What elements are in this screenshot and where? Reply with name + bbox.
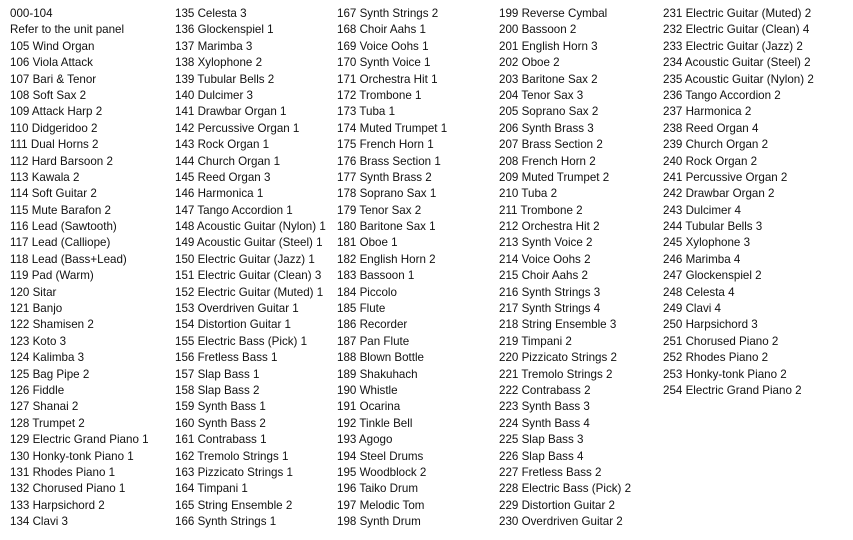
voice-entry: 254 Electric Grand Piano 2	[663, 383, 802, 397]
voice-entry: 205 Soprano Sax 2	[499, 105, 599, 119]
voice-entry: 129 Electric Grand Piano 1	[10, 433, 149, 447]
voice-entry: 228 Electric Bass (Pick) 2	[499, 482, 632, 496]
voice-entry: 206 Synth Brass 3	[499, 121, 594, 135]
voice-entry: 224 Synth Bass 4	[499, 416, 590, 430]
voice-entry: 168 Choir Aahs 1	[337, 23, 426, 37]
voice-entry: 166 Synth Strings 1	[175, 515, 277, 529]
voice-entry: 184 Piccolo	[337, 285, 397, 299]
voice-column-4	[499, 6, 631, 531]
voice-entry: 153 Overdriven Guitar 1	[175, 302, 299, 316]
voice-entry: 110 Didgeridoo 2	[10, 121, 98, 135]
voice-entry: 219 Timpani 2	[499, 334, 572, 348]
voice-entry: Refer to the unit panel	[10, 23, 125, 37]
voice-entry: 159 Synth Bass 1	[175, 400, 266, 414]
voice-entry: 175 French Horn 1	[337, 138, 434, 152]
voice-entry: 172 Trombone 1	[337, 88, 422, 102]
voice-entry: 242 Drawbar Organ 2	[663, 187, 775, 201]
voice-entry: 192 Tinkle Bell	[337, 416, 413, 430]
voice-entry: 197 Melodic Tom	[337, 498, 425, 512]
voice-entry: 249 Clavi 4	[663, 302, 722, 316]
voice-entry: 216 Synth Strings 3	[499, 285, 601, 299]
voice-entry: 127 Shanai 2	[10, 400, 79, 414]
voice-entry: 140 Dulcimer 3	[175, 88, 253, 102]
voice-entry: 105 Wind Organ	[10, 39, 95, 53]
voice-entry: 199 Reverse Cymbal	[499, 7, 608, 20]
voice-entry: 181 Oboe 1	[337, 236, 398, 250]
voice-entry: 145 Reed Organ 3	[175, 170, 271, 184]
voice-entry: 156 Fretless Bass 1	[175, 351, 278, 365]
voice-entry: 218 String Ensemble 3	[499, 318, 617, 332]
voice-entry: 223 Synth Bass 3	[499, 400, 590, 414]
voice-entry: 108 Soft Sax 2	[10, 88, 87, 102]
voice-entry: 194 Steel Drums	[337, 449, 424, 463]
voice-entry: 146 Harmonica 1	[175, 187, 264, 201]
voice-entry: 240 Rock Organ 2	[663, 154, 758, 168]
voice-entry: 131 Rhodes Piano 1	[10, 465, 116, 479]
voice-entry: 128 Trumpet 2	[10, 416, 85, 430]
voice-entry: 123 Koto 3	[10, 334, 67, 348]
voice-entry: 221 Tremolo Strings 2	[499, 367, 613, 381]
voice-entry: 107 Bari & Tenor	[10, 72, 97, 86]
voice-entry: 213 Synth Voice 2	[499, 236, 593, 250]
voice-entry: 217 Synth Strings 4	[499, 302, 601, 316]
voice-entry: 113 Kawala 2	[10, 170, 80, 184]
voice-entry: 220 Pizzicato Strings 2	[499, 351, 617, 365]
voice-entry: 157 Slap Bass 1	[175, 367, 260, 381]
voice-entry: 201 English Horn 3	[499, 39, 598, 53]
voice-entry: 247 Glockenspiel 2	[663, 269, 762, 283]
voice-entry: 126 Fiddle	[10, 383, 65, 397]
voice-entry: 137 Marimba 3	[175, 39, 253, 53]
voice-entry: 121 Banjo	[10, 302, 63, 316]
voice-entry: 238 Reed Organ 4	[663, 121, 759, 135]
voice-entry: 252 Rhodes Piano 2	[663, 351, 769, 365]
voice-entry: 226 Slap Bass 4	[499, 449, 584, 463]
voice-entry: 163 Pizzicato Strings 1	[175, 465, 293, 479]
voice-entry: 248 Celesta 4	[663, 285, 735, 299]
voice-entry: 212 Orchestra Hit 2	[499, 220, 600, 234]
voice-entry: 142 Percussive Organ 1	[175, 121, 300, 135]
voice-entry: 120 Sitar	[10, 285, 57, 299]
voice-entry: 165 String Ensemble 2	[175, 498, 293, 512]
voice-entry: 139 Tubular Bells 2	[175, 72, 275, 86]
voice-entry: 202 Oboe 2	[499, 56, 560, 70]
voice-entry: 229 Distortion Guitar 2	[499, 498, 615, 512]
voice-entry: 147 Tango Accordion 1	[175, 203, 293, 217]
voice-entry: 152 Electric Guitar (Muted) 1	[175, 285, 324, 299]
voice-entry: 189 Shakuhach	[337, 367, 418, 381]
voice-entry: 117 Lead (Calliope)	[10, 236, 111, 250]
voice-entry: 133 Harpsichord 2	[10, 498, 105, 512]
voice-column-2	[175, 6, 326, 531]
voice-entry: 243 Dulcimer 4	[663, 203, 741, 217]
voice-entry: 251 Chorused Piano 2	[663, 334, 779, 348]
voice-entry: 138 Xylophone 2	[175, 56, 263, 70]
voice-entry: 144 Church Organ 1	[175, 154, 281, 168]
voice-entry: 230 Overdriven Guitar 2	[499, 515, 623, 529]
voice-entry: 169 Voice Oohs 1	[337, 39, 429, 53]
voice-entry: 231 Electric Guitar (Muted) 2	[663, 7, 812, 20]
voice-entry: 211 Trombone 2	[499, 203, 583, 217]
voice-entry: 135 Celesta 3	[175, 7, 247, 20]
voice-entry: 235 Acoustic Guitar (Nylon) 2	[663, 72, 814, 86]
voice-entry: 178 Soprano Sax 1	[337, 187, 437, 201]
voice-entry: 173 Tuba 1	[337, 105, 396, 119]
voice-entry: 132 Chorused Piano 1	[10, 482, 126, 496]
voice-entry: 186 Recorder	[337, 318, 408, 332]
voice-column-3	[337, 6, 447, 531]
voice-entry: 185 Flute	[337, 302, 386, 316]
voice-entry: 115 Mute Barafon 2	[10, 203, 111, 217]
voice-entry: 200 Bassoon 2	[499, 23, 577, 37]
voice-entry: 116 Lead (Sawtooth)	[10, 220, 117, 234]
voice-entry: 151 Electric Guitar (Clean) 3	[175, 269, 322, 283]
voice-entry: 239 Church Organ 2	[663, 138, 769, 152]
voice-entry: 170 Synth Voice 1	[337, 56, 431, 70]
voice-entry: 176 Brass Section 1	[337, 154, 441, 168]
voice-entry: 236 Tango Accordion 2	[663, 88, 781, 102]
voice-entry: 191 Ocarina	[337, 400, 401, 414]
voice-entry: 143 Rock Organ 1	[175, 138, 270, 152]
voice-entry: 233 Electric Guitar (Jazz) 2	[663, 39, 803, 53]
voice-entry: 000-104	[10, 7, 53, 20]
voice-entry: 124 Kalimba 3	[10, 351, 85, 365]
voice-entry: 204 Tenor Sax 3	[499, 88, 584, 102]
voice-entry: 225 Slap Bass 3	[499, 433, 584, 447]
voice-entry: 187 Pan Flute	[337, 334, 410, 348]
voice-entry: 171 Orchestra Hit 1	[337, 72, 438, 86]
voice-entry: 193 Agogo	[337, 433, 393, 447]
voice-entry: 246 Marimba 4	[663, 252, 741, 266]
voice-entry: 234 Acoustic Guitar (Steel) 2	[663, 56, 811, 70]
voice-entry: 182 English Horn 2	[337, 252, 436, 266]
voice-entry: 177 Synth Brass 2	[337, 170, 432, 184]
voice-entry: 136 Glockenspiel 1	[175, 23, 274, 37]
voice-entry: 180 Baritone Sax 1	[337, 220, 436, 234]
voice-entry: 208 French Horn 2	[499, 154, 596, 168]
voice-entry: 222 Contrabass 2	[499, 383, 591, 397]
voice-entry: 195 Woodblock 2	[337, 465, 427, 479]
voice-entry: 215 Choir Aahs 2	[499, 269, 588, 283]
voice-entry: 253 Honky-tonk Piano 2	[663, 367, 787, 381]
voice-entry: 162 Tremolo Strings 1	[175, 449, 289, 463]
voice-entry: 167 Synth Strings 2	[337, 7, 439, 20]
voice-entry: 183 Bassoon 1	[337, 269, 415, 283]
voice-entry: 250 Harpsichord 3	[663, 318, 758, 332]
voice-entry: 237 Harmonica 2	[663, 105, 752, 119]
voice-entry: 210 Tuba 2	[499, 187, 558, 201]
voice-entry: 227 Fretless Bass 2	[499, 465, 602, 479]
voice-entry: 232 Electric Guitar (Clean) 4	[663, 23, 810, 37]
voice-entry: 150 Electric Guitar (Jazz) 1	[175, 252, 315, 266]
voice-entry: 158 Slap Bass 2	[175, 383, 260, 397]
voice-entry: 122 Shamisen 2	[10, 318, 94, 332]
voice-entry: 155 Electric Bass (Pick) 1	[175, 334, 308, 348]
voice-entry: 198 Synth Drum	[337, 515, 421, 529]
voice-entry: 160 Synth Bass 2	[175, 416, 266, 430]
voice-entry: 179 Tenor Sax 2	[337, 203, 422, 217]
voice-entry: 114 Soft Guitar 2	[10, 187, 97, 201]
voice-entry: 214 Voice Oohs 2	[499, 252, 591, 266]
voice-entry: 119 Pad (Warm)	[10, 269, 94, 283]
voice-entry: 207 Brass Section 2	[499, 138, 603, 152]
voice-entry: 111 Dual Horns 2	[10, 138, 99, 152]
voice-entry: 149 Acoustic Guitar (Steel) 1	[175, 236, 323, 250]
voice-entry: 130 Honky-tonk Piano 1	[10, 449, 134, 463]
voice-entry: 209 Muted Trumpet 2	[499, 170, 610, 184]
voice-entry: 106 Viola Attack	[10, 56, 93, 70]
voice-entry: 245 Xylophone 3	[663, 236, 751, 250]
voice-entry: 241 Percussive Organ 2	[663, 170, 788, 184]
voice-entry: 141 Drawbar Organ 1	[175, 105, 287, 119]
voice-entry: 190 Whistle	[337, 383, 398, 397]
voice-entry: 188 Blown Bottle	[337, 351, 425, 365]
voice-entry: 161 Contrabass 1	[175, 433, 267, 447]
voice-entry: 118 Lead (Bass+Lead)	[10, 252, 127, 266]
voice-column-1	[10, 6, 149, 531]
voice-entry: 203 Baritone Sax 2	[499, 72, 598, 86]
voice-column-5	[663, 6, 814, 399]
voice-entry: 174 Muted Trumpet 1	[337, 121, 448, 135]
voice-entry: 148 Acoustic Guitar (Nylon) 1	[175, 220, 326, 234]
voice-entry: 109 Attack Harp 2	[10, 105, 103, 119]
voice-entry: 154 Distortion Guitar 1	[175, 318, 291, 332]
voice-entry: 164 Timpani 1	[175, 482, 248, 496]
voice-entry: 134 Clavi 3	[10, 515, 69, 529]
voice-entry: 112 Hard Barsoon 2	[10, 154, 113, 168]
voice-entry: 196 Taiko Drum	[337, 482, 418, 496]
voice-entry: 244 Tubular Bells 3	[663, 220, 763, 234]
voice-entry: 125 Bag Pipe 2	[10, 367, 90, 381]
